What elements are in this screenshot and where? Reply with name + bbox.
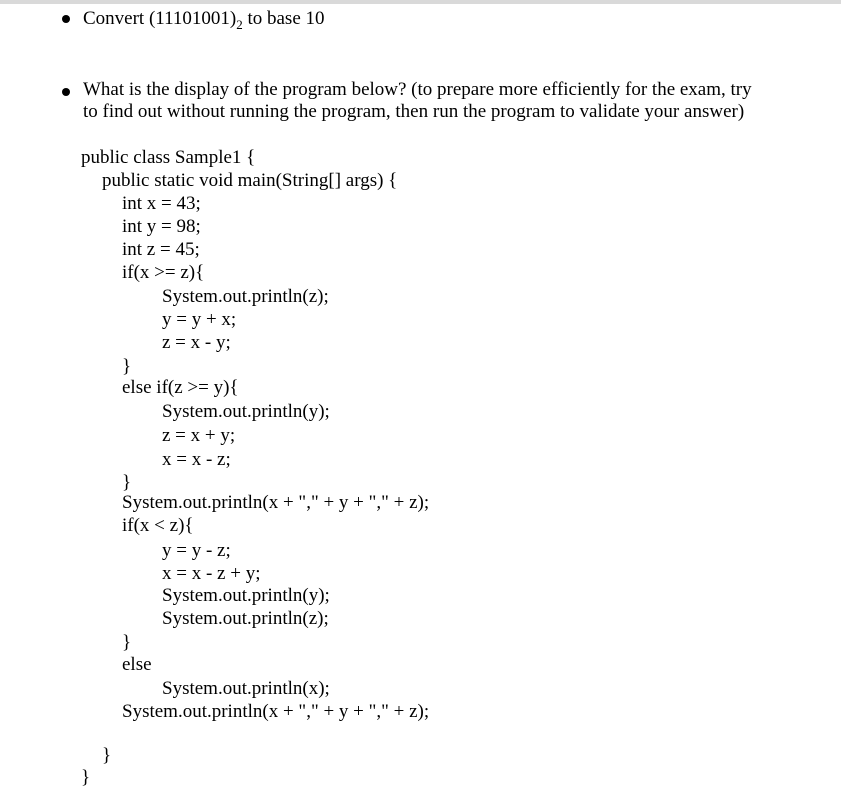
code-line-print-z-2: System.out.println(z); xyxy=(162,608,329,629)
top-divider xyxy=(0,0,841,4)
code-line-x-assign-2: x = x - z + y; xyxy=(162,563,261,584)
question-1-suffix: to base 10 xyxy=(242,8,325,29)
code-line-close-main: } xyxy=(102,745,112,766)
bullet-dot-2 xyxy=(62,88,70,96)
code-line-if-x-lt-z: if(x < z){ xyxy=(122,515,194,536)
code-line-y-assign-1: y = y + x; xyxy=(162,309,237,330)
code-line-if-x-ge-z: if(x >= z){ xyxy=(122,262,205,283)
question-1 xyxy=(83,8,325,30)
code-line-close-class: } xyxy=(81,767,91,788)
question-2-line-2: to find out without running the program, then run the program to validate your answer) xyxy=(83,101,745,122)
question-2-line-1: What is the display of the program below? (to prepare more efficiently for the exam, try xyxy=(83,79,752,100)
code-line-else-if: else if(z >= y){ xyxy=(122,377,239,398)
code-line-z-assign-1: z = x - y; xyxy=(162,332,231,353)
code-line-z-assign-2: z = x + y; xyxy=(162,425,236,446)
code-line-close-brace-2: } xyxy=(122,472,132,493)
code-line-else: else xyxy=(122,654,152,675)
code-line-close-brace-3: } xyxy=(122,632,132,653)
code-line-int-x: int x = 43; xyxy=(122,193,201,214)
code-line-close-brace-1: } xyxy=(122,356,132,377)
code-line-main-decl: public static void main(String[] args) { xyxy=(102,170,398,191)
code-line-print-y-1: System.out.println(y); xyxy=(162,401,330,422)
base-subscript: 2 xyxy=(236,16,243,32)
code-line-print-x: System.out.println(x); xyxy=(162,678,330,699)
code-line-int-z: int z = 45; xyxy=(122,239,200,260)
code-line-int-y: int y = 98; xyxy=(122,216,201,237)
code-line-x-assign-1: x = x - z; xyxy=(162,449,231,470)
code-line-print-y-2: System.out.println(y); xyxy=(162,585,330,606)
bullet-dot-1 xyxy=(62,15,70,23)
code-line-class-decl: public class Sample1 { xyxy=(81,147,256,168)
code-line-print-z-1: System.out.println(z); xyxy=(162,286,329,307)
code-line-print-xyz-2: System.out.println(x + "," + y + "," + z); xyxy=(122,701,430,722)
code-line-y-assign-2: y = y - z; xyxy=(162,540,231,561)
question-1-text: Convert (11101001) xyxy=(83,8,237,29)
code-line-print-xyz-1: System.out.println(x + "," + y + "," + z); xyxy=(122,492,430,513)
